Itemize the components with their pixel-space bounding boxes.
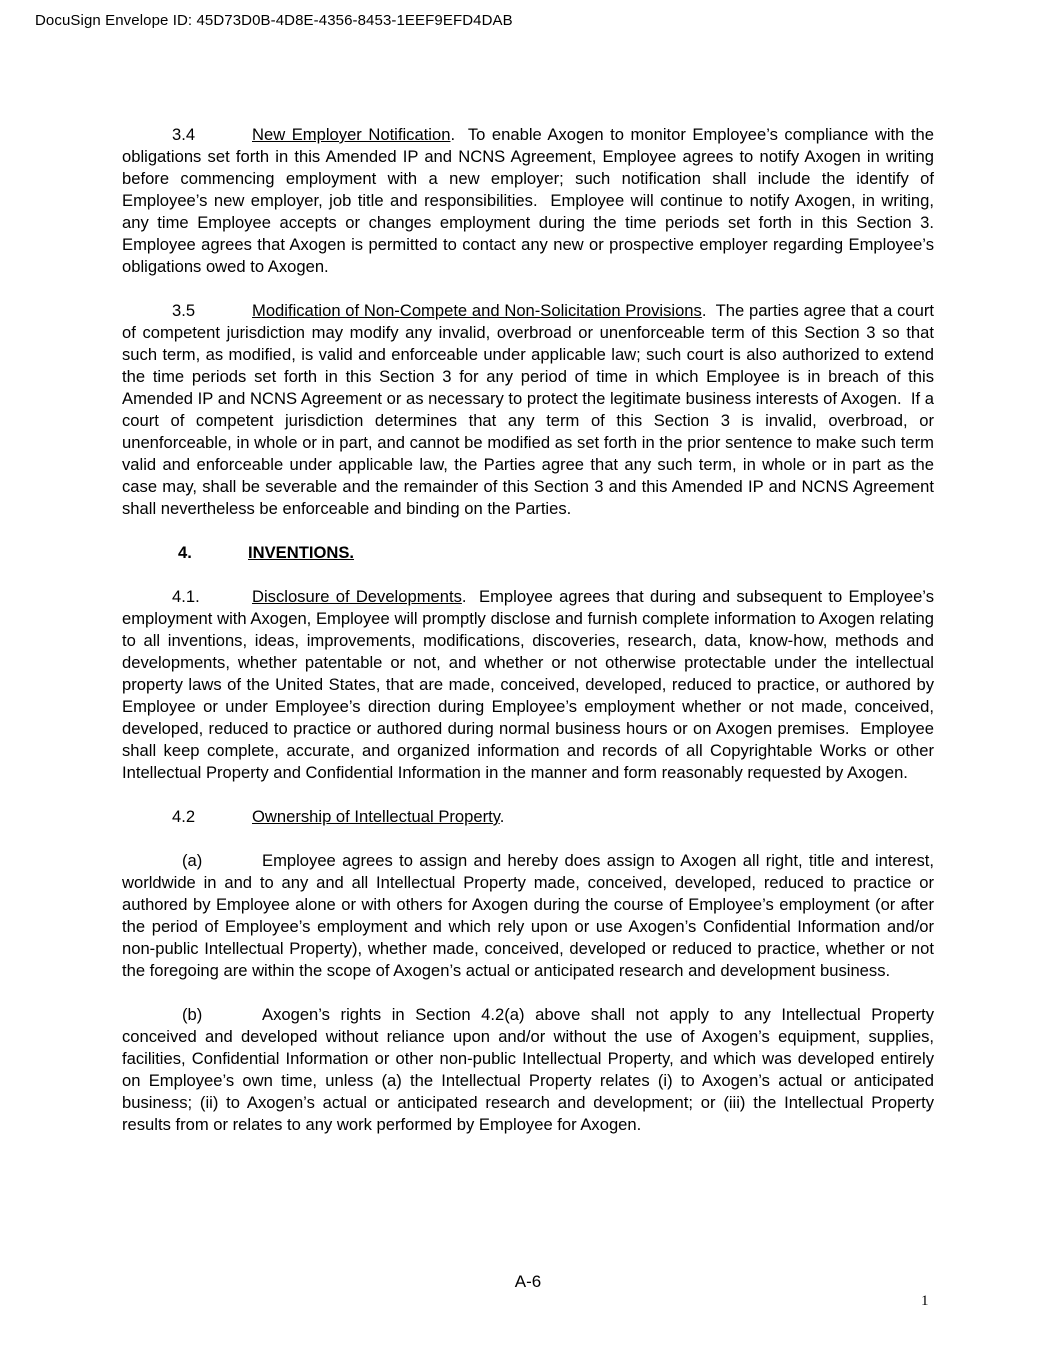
section-3-4-separator: . [450,125,468,144]
docusign-envelope-id: DocuSign Envelope ID: 45D73D0B-4D8E-4356-8453-1EEF9EFD4DAB [35,12,513,29]
section-3-5-number: 3.5 [172,301,196,320]
section-3-5-paragraph [122,300,934,520]
section-3-5-separator: . [701,301,716,320]
section-4-1-separator: . [461,587,480,606]
page-number: 1 [921,1293,929,1309]
section-3-5-body: The parties agree that a court of competent jurisdiction may modify any invalid, overbroad or unenforceable term of this Section 3 so that such term, as modified, is valid and enforceable under applicable law; such court is also authorized to extend the time periods set forth in this Section 3 for any period of time in which Employee is in breach of this Amended IP and NCNS Agreement or as necessary to protect the legitimate business interests of Axogen. If a court of competent jurisdiction determines that any term of this Section 3 is invalid, overbroad, or unenforceable, in whole or in part, and cannot be modified as set forth in the prior sentence to make such term valid and enforceable under applicable law, the Parties agree that any such term, in whole or in part as the case may, shall be severable and the remainder of this Section 3 and this Amended IP and NCNS Agreement shall nevertheless be enforceable and binding on the Parties. [122,301,934,518]
section-3-4-paragraph [122,124,934,278]
section-4-2-title: Ownership of Intellectual Property [252,807,500,826]
section-4-2-a-paragraph [122,850,934,982]
section-4-title: INVENTIONS. [248,543,355,562]
section-4-2-heading [122,806,934,828]
section-3-4-body: To enable Axogen to monitor Employee’s compliance with the obligations set forth in this Amended IP and NCNS Agreement, Employee agrees to notify Axogen in writing before commencing employment with a new employer; such notification shall include the identify of Employee’s new employer, job title and responsibilities. Employee will continue to notify Axogen, in writing, any time Employee accepts or changes employment during the time periods set forth in this Section 3. Employee agrees that Axogen is permitted to contact any new or prospective employer regarding Employee’s obligations owed to Axogen. [122,125,935,276]
section-4-1-body: Employee agrees that during and subsequent to Employee’s employment with Axogen, Employee will promptly disclose and furnish complete information to Axogen relating to all inventions, ideas, improvements, modifications, discoveries, research, data, know-how, methods and developments, whether patentable or not, and whether or not otherwise protectable under the intellectual property laws of the United States, that are made, conceived, developed, reduced to practice, or authored by Employee or under Employee’s direction during Employee’s employment whether or not made, conceived, developed, reduced to practice or authored during normal business hours or on Axogen premises. Employee shall keep complete, accurate, and organized information and records of all Copyrightable Works or other Intellectual Property and Confidential Information in the manner and form reasonably requested by Axogen. [122,587,934,782]
section-4-number: 4. [178,543,192,562]
section-4-2-b-body: Axogen’s rights in Section 4.2(a) above shall not apply to any Intellectual Property conceived and developed without reliance upon and/or without the use of Axogen’s equipment, supplies, facilities, Confidential Information or other non-public Intellectual Property, and which was developed entirely on Employee’s own time, unless (a) the Intellectual Property relates (i) to Axogen’s actual or anticipated business; (ii) to Axogen’s actual or anticipated research and development; or (iii) the Intellectual Property results from or relates to any work performed by Employee for Axogen. [122,1005,934,1134]
section-3-4-title: New Employer Notification [252,125,451,144]
section-3-5-title: Modification of Non-Compete and Non-Solicitation Provisions [252,301,702,320]
section-4-2-number: 4.2 [172,807,196,826]
section-4-2-a-number: (a) [182,851,203,870]
section-4-1-number: 4.1. [172,587,200,606]
section-4-heading [122,542,934,564]
section-4-2-separator: . [499,807,505,826]
section-4-2-b-number: (b) [182,1005,203,1024]
section-4-1-title: Disclosure of Developments [252,587,462,606]
page-footer-label: A-6 [514,1272,542,1291]
section-4-2-b-paragraph [122,1004,934,1136]
section-4-1-paragraph [122,586,934,784]
section-3-4-number: 3.4 [172,125,196,144]
document-body [122,124,934,1158]
section-4-2-a-body: Employee agrees to assign and hereby does assign to Axogen all right, title and interest, worldwide in and to any and all Intellectual Property made, conceived, developed, reduced to practice or authored by Employee alone or with others for Axogen during the course of Employee’s employment (or after the period of Employee’s employment and which rely upon or use Axogen’s Confidential Information and/or non-public Intellectual Property), whether made, conceived, developed or reduced to practice, whether or not the foregoing are within the scope of Axogen’s actual or anticipated research and development business. [122,851,934,980]
